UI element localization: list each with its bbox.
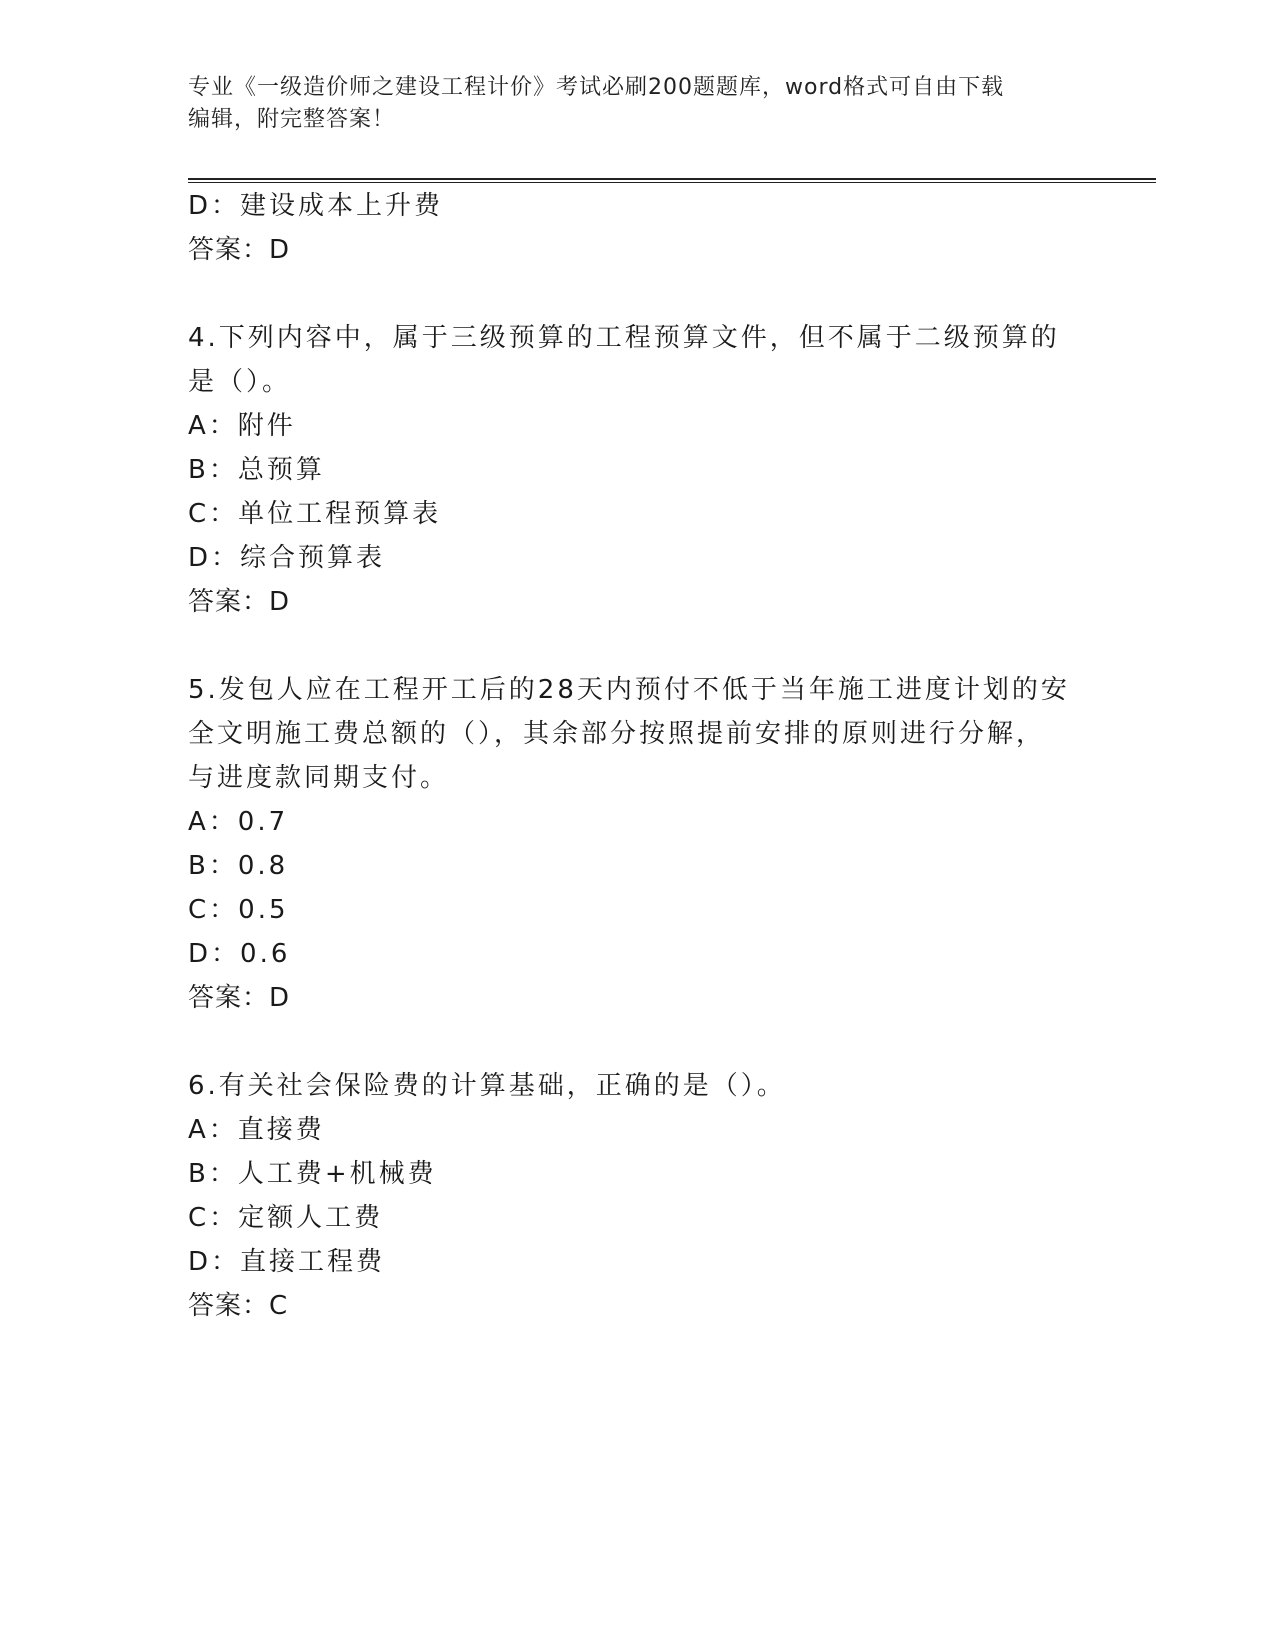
header-divider (188, 178, 1156, 183)
q6-option-c: C：定额人工费 (188, 1203, 384, 1233)
q4-answer: 答案：D (188, 587, 291, 617)
q6-stem-line-1: 6.有关社会保险费的计算基础，正确的是（）。 (188, 1071, 786, 1101)
q5-option-b: B：0.8 (188, 851, 289, 881)
q3-answer: 答案：D (188, 235, 291, 265)
q5-option-d: D：0.6 (188, 939, 291, 969)
q6-answer: 答案：C (188, 1291, 289, 1321)
q4-stem-line-2: 是（）。 (188, 367, 292, 397)
q6-option-a: A：直接费 (188, 1115, 325, 1145)
header-line-1: 专业《一级造价师之建设工程计价》考试必刷200题题库，word格式可自由下载 (188, 75, 1005, 100)
q5-stem-line-3: 与进度款同期支付。 (188, 763, 450, 793)
document-header (188, 72, 1088, 136)
q3-option-d: D：建设成本上升费 (188, 191, 444, 221)
q4-option-d: D：综合预算表 (188, 543, 386, 573)
q5-option-a: A：0.7 (188, 807, 289, 837)
q5-stem-line-1: 5.发包人应在工程开工后的28天内预付不低于当年施工进度计划的安 (188, 675, 1070, 705)
q6-option-d: D：直接工程费 (188, 1247, 386, 1277)
q4-option-c: C：单位工程预算表 (188, 499, 442, 529)
header-line-2: 编辑，附完整答案！ (188, 107, 396, 132)
q5-option-c: C：0.5 (188, 895, 289, 925)
q5-answer: 答案：D (188, 983, 291, 1013)
q4-stem-line-1: 4.下列内容中，属于三级预算的工程预算文件，但不属于二级预算的 (188, 323, 1060, 353)
q5-stem-line-2: 全文明施工费总额的（），其余部分按照提前安排的原则进行分解， (188, 719, 1046, 749)
q4-option-b: B：总预算 (188, 455, 325, 485)
q6-option-b: B：人工费+机械费 (188, 1159, 437, 1189)
q4-option-a: A：附件 (188, 411, 296, 441)
